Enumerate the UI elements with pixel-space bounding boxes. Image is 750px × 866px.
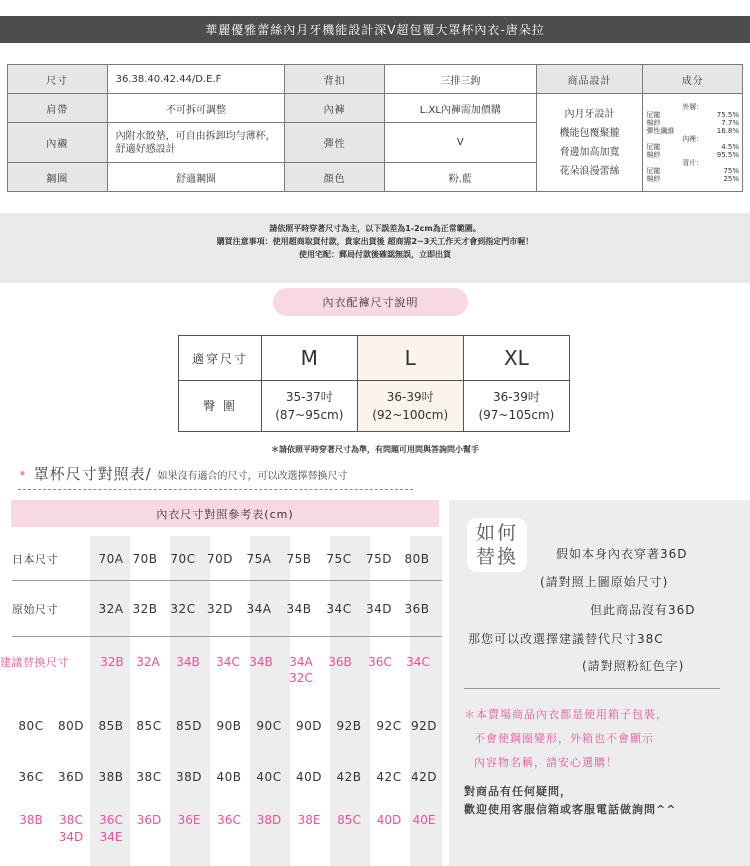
jp-size-cell: 75C: [326, 552, 352, 566]
orig-size-cell: 42C: [376, 770, 402, 784]
orig-size-cell: 40D: [295, 770, 322, 784]
jp-size-cell: 85B: [98, 719, 124, 733]
orig-size-cell: 34C: [326, 602, 352, 616]
divider: [18, 489, 413, 490]
design-item: 脅邊加高加寬: [559, 146, 620, 158]
fit-size-label: 適穿尺寸: [179, 336, 262, 381]
divider: [12, 580, 442, 581]
packaging-note: 不會使鋼圈變形，外箱也不會顯示: [474, 732, 654, 745]
orig-size-cell: 34B: [286, 602, 312, 616]
size-xl: XL: [463, 336, 569, 381]
alt-size-cell: 36C 34E: [99, 813, 123, 844]
jp-size-cell: 75B: [286, 552, 312, 566]
hip-m: 35-37吋 (87~95cm): [262, 381, 358, 432]
jp-size-label: 日本尺寸: [12, 553, 58, 566]
alt-size-cell: 34A 32C: [289, 655, 313, 685]
jp-size-cell: 80C: [18, 719, 44, 733]
howto-badge: 如何 替換: [467, 518, 527, 572]
jp-size-cell: 90B: [216, 719, 242, 733]
jp-size-cell: 90D: [295, 719, 322, 733]
orig-size-label: 原始尺寸: [12, 603, 58, 616]
comp-row: 尼龍 75%: [646, 166, 739, 175]
orig-size-cell: 32C: [170, 602, 196, 616]
pants-note: ＊請依照平時穿著尺寸為準，有問題可用問與答詢問小幫手: [271, 445, 479, 454]
jp-size-cell: 92B: [336, 719, 362, 733]
cup-chart-title: • 罩杯尺寸對照表/ 如果沒有適合的尺寸，可以改選擇替換尺寸: [18, 465, 348, 483]
jp-size-cell: 92C: [376, 719, 402, 733]
product-title: 華麗優雅蕾絲內月牙機能設計深V超包覆大罩杯內衣-唐朵拉: [205, 23, 545, 37]
alt-size-cell: 34B: [249, 655, 273, 669]
jp-size-cell: 80B: [404, 552, 430, 566]
design-label: 商品設計: [536, 65, 643, 94]
jp-size-cell: 70B: [132, 552, 158, 566]
orig-size-cell: 32D: [206, 602, 233, 616]
orig-size-cell: 32B: [132, 602, 158, 616]
design-item: 花朵浪漫蕾絲: [559, 165, 620, 177]
jp-size-cell: 80D: [57, 719, 84, 733]
alt-size-cell: 32A: [136, 655, 160, 669]
jp-size-cell: 75D: [365, 552, 392, 566]
alt-size-cell: 36E: [177, 813, 201, 827]
design-item: 內月牙設計: [564, 108, 615, 120]
wire-value: 舒適鋼圈: [107, 163, 285, 192]
pad-value: 內附水餃墊，可自由拆卸均勻薄杯，舒適好感設計: [107, 123, 285, 163]
bullet-icon: •: [18, 465, 34, 483]
comp-part: 背片：: [682, 158, 704, 167]
product-title-bar: [0, 16, 750, 43]
hip-label: 臀 圍: [179, 381, 262, 432]
alt-size-cell: 38E: [297, 813, 321, 827]
jp-size-cell: 70A: [98, 552, 124, 566]
pants-label: 內褲: [285, 94, 385, 123]
comp-part: 內裡：: [682, 134, 704, 143]
elastic-label: 彈性: [285, 123, 385, 163]
alt-size-cell: 38B: [19, 813, 43, 827]
comp-row: 棉紗 7.7%: [646, 118, 739, 127]
pants-chart-title: 內衣配褲尺寸說明: [273, 288, 468, 316]
color-label: 顏色: [285, 163, 385, 192]
jp-size-cell: 92D: [410, 719, 437, 733]
packaging-note: ＊本賣場商品內衣都是使用箱子包裝，: [464, 708, 668, 721]
notice-line: 使用宅配：郵局付款後確認無誤，立即出貨: [299, 250, 451, 259]
jp-size-cell: 70D: [206, 552, 233, 566]
jp-size-cell: 75A: [246, 552, 272, 566]
howto-line: 那您可以改選擇建議替代尺寸38C: [468, 632, 664, 646]
hip-l: 36-39吋 (92~100cm): [357, 381, 463, 432]
jp-size-cell: 85C: [136, 719, 162, 733]
composition-label: 成分: [643, 65, 743, 94]
alt-size-cell: 34B: [176, 655, 200, 669]
cup-chart-subtitle: 如果沒有適合的尺寸，可以改選擇替換尺寸: [157, 471, 348, 482]
divider: [12, 636, 442, 637]
divider: [464, 688, 720, 689]
notice-line: 購買注意事項：使用超商取貨付款，貴家出貨後 超商需2~3天工作天才會到指定門市喔！: [216, 237, 534, 246]
packaging-note: 內容物名稱，請安心選購！: [474, 756, 618, 769]
alt-size-cell: 36C: [217, 813, 241, 827]
contact-note: 歡迎使用客服信箱或客服電話做詢問^^: [464, 803, 677, 816]
orig-size-cell: 36C: [18, 770, 44, 784]
spec-table: [7, 64, 743, 192]
notice-line: 請依照平時穿著尺寸為主，以下誤差為1-2cm為正常範圍。: [269, 224, 481, 233]
notice-box: [0, 213, 750, 283]
comp-row: 棉紗 95.5%: [646, 150, 739, 159]
back-value: 三排三鉤: [384, 65, 536, 94]
howto-line: (請對照粉紅色字): [582, 659, 685, 673]
elastic-value: V: [384, 123, 536, 163]
design-item: 機能包覆聚攏: [559, 127, 620, 139]
orig-size-cell: 36D: [57, 770, 84, 784]
contact-note: 對商品有任何疑問，: [464, 785, 572, 798]
size-value: 36.38.40.42.44/D.E.F: [107, 65, 285, 94]
color-value: 粉.藍: [384, 163, 536, 192]
orig-size-cell: 40C: [256, 770, 282, 784]
alt-size-cell: 38C 34D: [58, 813, 84, 844]
hip-xl: 36-39吋 (97~105cm): [463, 381, 569, 432]
comp-row: 棉紗 25%: [646, 174, 739, 183]
alt-size-cell: 32B: [100, 655, 124, 669]
jp-size-cell: 70C: [170, 552, 196, 566]
alt-size-cell: 85C: [337, 813, 361, 827]
howto-line: (請對照上圖原始尺寸): [540, 575, 669, 589]
strap-label: 肩帶: [8, 94, 108, 123]
alt-size-label: 建議替換尺寸: [0, 656, 69, 669]
orig-size-cell: 38B: [98, 770, 124, 784]
size-m: M: [262, 336, 358, 381]
alt-size-cell: 40D: [376, 813, 402, 827]
pad-label: 內襯: [8, 123, 108, 163]
size-l: L: [357, 336, 463, 381]
comp-part: 外層：: [682, 102, 704, 111]
orig-size-cell: 38D: [175, 770, 202, 784]
alt-size-cell: 38D: [256, 813, 282, 827]
size-label: 尺寸: [8, 65, 108, 94]
alt-size-cell: 34C: [216, 655, 240, 669]
comp-row: 彈性纖維 16.8%: [646, 126, 739, 135]
jp-size-cell: 85D: [175, 719, 202, 733]
orig-size-cell: 38C: [136, 770, 162, 784]
pants-size-table: [178, 335, 570, 432]
orig-size-cell: 36B: [404, 602, 430, 616]
alt-size-cell: 36B: [328, 655, 352, 669]
comp-row: 尼龍 4.5%: [646, 142, 739, 151]
orig-size-cell: 34A: [246, 602, 272, 616]
howto-line: 假如本身內衣穿著36D: [556, 547, 688, 561]
design-features: [536, 94, 643, 192]
jp-size-cell: 90C: [256, 719, 282, 733]
wire-label: 鋼圈: [8, 163, 108, 192]
alt-size-cell: 36C: [368, 655, 392, 669]
orig-size-cell: 40B: [216, 770, 242, 784]
pants-value: L.XL內褲需加價購: [384, 94, 536, 123]
comp-row: 尼龍 75.5%: [646, 110, 739, 119]
composition-list: [643, 94, 743, 192]
cup-ref-title: 內衣尺寸對照參考表(cm): [11, 500, 439, 527]
strap-value: 不可拆可調整: [107, 94, 285, 123]
orig-size-cell: 34D: [365, 602, 392, 616]
alt-size-cell: 36D: [136, 813, 162, 827]
orig-size-cell: 42D: [410, 770, 437, 784]
alt-size-cell: 40E: [412, 813, 436, 827]
orig-size-cell: 32A: [98, 602, 124, 616]
orig-size-cell: 42B: [336, 770, 362, 784]
alt-size-cell: 34C: [406, 655, 430, 669]
howto-line: 但此商品沒有36D: [590, 603, 696, 617]
back-label: 背扣: [285, 65, 385, 94]
